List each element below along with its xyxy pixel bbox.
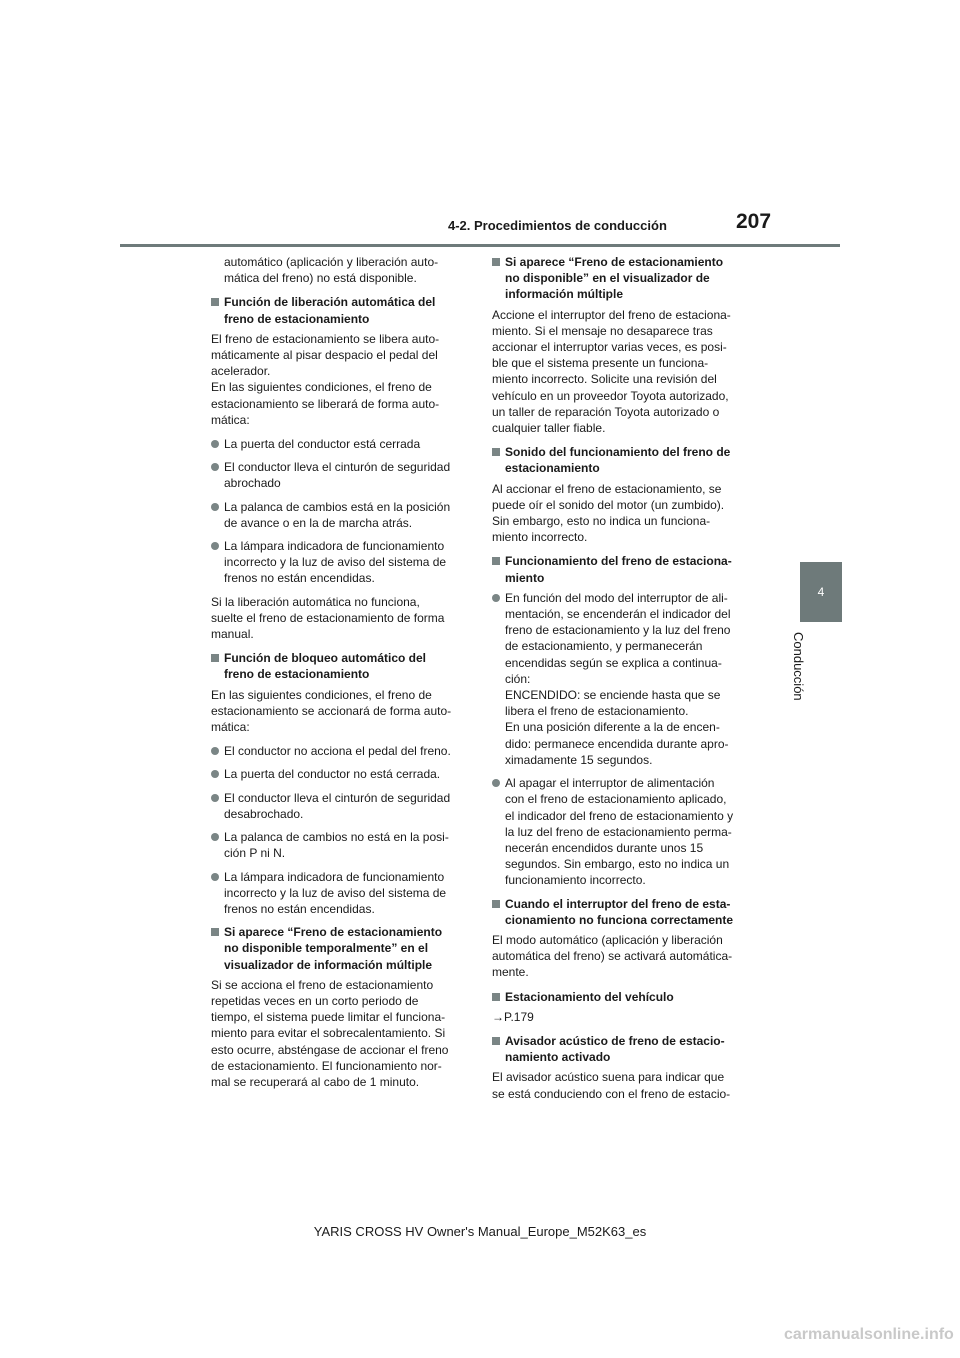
intro-paragraph: automático (aplicación y liberación auto- mática del freno) no está disponible. — [224, 255, 439, 286]
paragraph-manual-release: Si la liberación automática no funciona, suelte el freno de estacionamiento de forma manual. — [211, 594, 445, 642]
list-item: La palanca de cambios no está en la posi- ción P ni N. — [211, 829, 465, 861]
paragraph-auto-lock: En las siguientes condiciones, el freno de estacionamiento se accionará de forma auto- mática: — [211, 687, 452, 735]
list-item: La palanca de cambios está en la posición de avance o en la de marcha atrás. — [211, 499, 465, 531]
heading-operation-sound: Sonido del funcionamiento del freno de estacionamiento — [492, 444, 746, 476]
heading-auto-release: Función de liberación automática del freno de estacionamiento — [211, 294, 465, 326]
list-item: El conductor lleva el cinturón de seguridad abrochado — [211, 459, 465, 491]
heading-buzzer: Avisador acústico de freno de estacio- namiento activado — [492, 1033, 746, 1065]
heading-parking: Estacionamiento del vehículo — [492, 989, 746, 1005]
paragraph-auto-release: El freno de estacionamiento se libera auto- máticamente al pisar despacio el pedal del acelerador. En las siguientes condiciones, el freno de estacionamiento se liberará de forma auto- mática: — [211, 331, 440, 427]
list-item: La lámpara indicadora de funcionamiento incorrecto y la luz de aviso del sistema de frenos no están encendidas. — [211, 538, 465, 587]
paragraph-unavailable: Accione el interruptor del freno de estaciona- miento. Si el mensaje no desaparece tras accionar el interruptor varias veces, es posi- ble que el sistema presente un funciona- miento incorrecto. Solicite una revisión del vehículo en un proveedor Toyota autorizado, un taller de reparación Toyota autorizado o cualquier taller fiable. — [492, 307, 731, 436]
page-number: 207 — [736, 210, 772, 233]
chapter-tab[interactable]: 4 — [800, 562, 842, 622]
right-column — [492, 254, 746, 1110]
list-item: La lámpara indicadora de funcionamiento incorrecto y la luz de aviso del sistema de frenos no están encendidas. — [211, 869, 465, 918]
heading-switch-malfunction: Cuando el interruptor del freno de esta- cionamiento no funciona correctamente — [492, 896, 746, 928]
heading-operation: Funcionamiento del freno de estaciona- miento — [492, 553, 746, 585]
footer-manual-id: YARIS CROSS HV Owner's Manual_Europe_M52K63_es — [313, 1224, 647, 1239]
header-divider — [120, 244, 840, 247]
list-item: Al apagar el interruptor de alimentación con el freno de estacionamiento aplicado, el indicador del freno de estacionamiento y la luz del freno de estacionamiento perma- necerán encendidos durante unos 15 segundos. Sin embargo, esto no indica un funcionamiento incorrecto. — [492, 775, 746, 888]
chapter-tab-label: Conducción — [791, 632, 806, 701]
paragraph-switch-malfunction: El modo automático (aplicación y liberación automática del freno) se activará automática- mente. — [492, 932, 733, 980]
section-title: 4-2. Procedimientos de conducción — [448, 218, 667, 233]
page-reference-link[interactable]: →P.179 — [492, 1009, 534, 1024]
paragraph-operation-sound: Al accionar el freno de estacionamiento, se puede oír el sonido del motor (un zumbido). Sin embargo, esto no indica un funciona- miento incorrecto. — [492, 481, 725, 545]
list-item: La puerta del conductor está cerrada — [211, 436, 465, 452]
heading-auto-lock: Función de bloqueo automático del freno de estacionamiento — [211, 650, 465, 682]
list-item: La puerta del conductor no está cerrada. — [211, 766, 465, 782]
left-column — [211, 254, 465, 1098]
paragraph-buzzer: El avisador acústico suena para indicar que se está conduciendo con el freno de estacio- — [492, 1070, 731, 1101]
paragraph-temporarily-unavailable: Si se acciona el freno de estacionamiento repetidas veces en un corto periodo de tiempo, el sistema puede limitar el funciona- miento para evitar el sobrecalentamiento. Si esto ocurre, absténgase de accionar el freno de estacionamiento. El funcionamiento nor- mal se recuperará al cabo de 1 minuto. — [211, 977, 449, 1089]
list-item: El conductor no acciona el pedal del freno. — [211, 743, 465, 759]
heading-temporarily-unavailable: Si aparece “Freno de estacionamiento no disponible temporalmente” en el visualizador de información múltiple — [211, 924, 465, 973]
list-item: El conductor lleva el cinturón de seguridad desabrochado. — [211, 790, 465, 822]
heading-unavailable: Si aparece “Freno de estacionamiento no disponible” en el visualizador de información múltiple — [492, 254, 746, 303]
list-item: En función del modo del interruptor de ali- mentación, se encenderán el indicador del freno de estacionamiento y la luz del freno de estacionamiento, y permanecerán encendidas según se explica a continua- ción: ENCENDIDO: se enciende hasta que se libera el freno de estacionamiento. En una posición diferente a la de encen- dido: permanece encendida durante apro- ximadamente 15 segundos. — [492, 590, 746, 768]
watermark[interactable]: carmanualsonline.info — [784, 1326, 954, 1343]
